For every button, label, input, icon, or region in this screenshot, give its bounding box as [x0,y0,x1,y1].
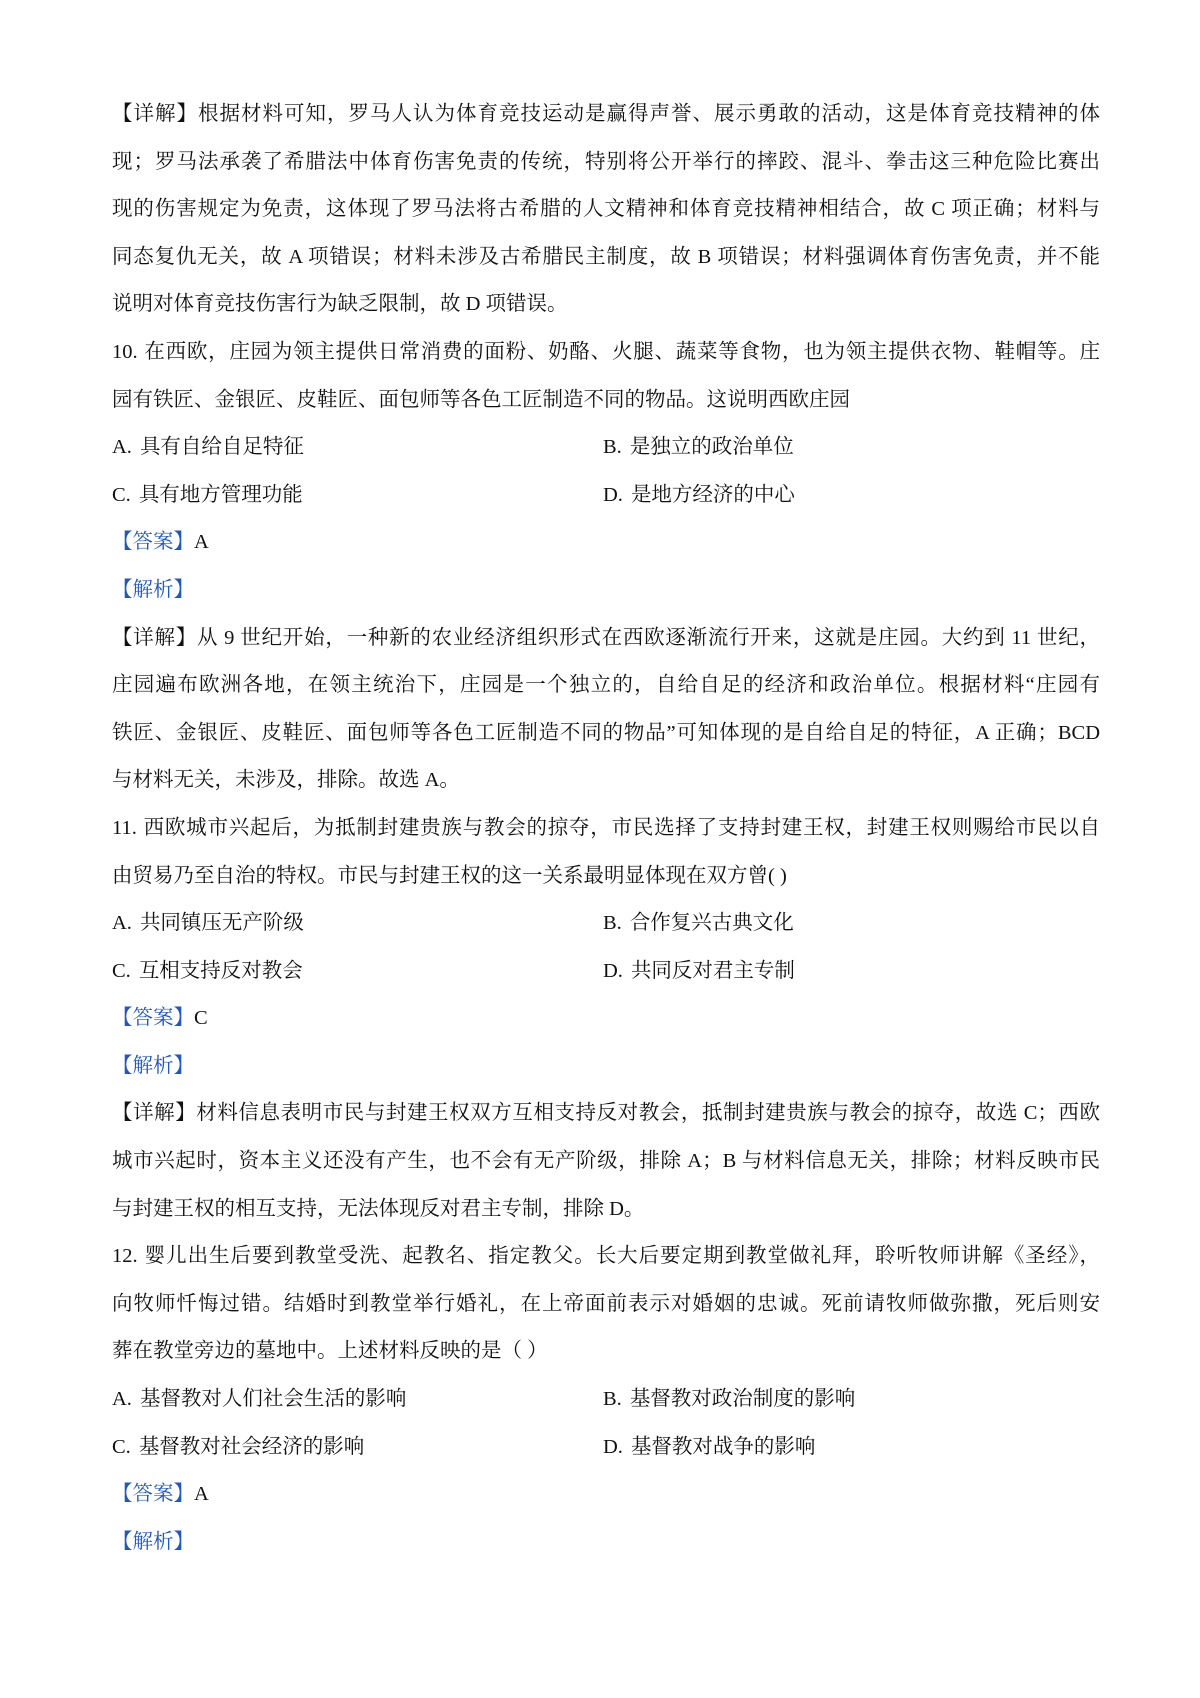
q11-options-row [112,948,1100,996]
option-text: 共同镇压无产阶级 [139,912,304,935]
q12-options-row [112,1376,1100,1424]
option-text: 基督教对战争的影响 [630,1435,816,1458]
q9-detail-line: 说明对体育竞技伤害行为缺乏限制，故 D 项错误。 [112,293,568,316]
q11-stem-line: 由贸易乃至自治的特权。市民与封建王权的这一关系最明显体现在双方曾( ) [112,864,787,887]
option-letter: B. [603,1388,622,1411]
q10-option-c [112,472,303,520]
option-letter: B. [603,912,622,935]
stem-text: 在西欧，庄园为领主提供日常消费的面粉、奶酪、火腿、蔬菜等食物，也为领主提供衣物、鞋帽等。庄 [143,340,1100,363]
answer-label: 【答案】 [112,531,194,554]
q12-answer-line [112,1471,1100,1519]
q12-stem-line [112,1233,1100,1281]
q12-option-b [603,1376,855,1424]
option-text: 互相支持反对教会 [138,959,303,982]
detail-label: 【详解】 [112,103,198,125]
q10-stem-line [112,329,1100,377]
answer-value: A [194,1483,209,1506]
q10-option-b [603,424,794,472]
question-number: 11. [112,816,137,839]
q10-option-a [112,424,304,472]
q10-detail-line: 铁匠、金银匠、皮鞋匠、面包师等各色工匠制造不同的物品”可知体现的是自给自足的特征，A 正确；BCD [112,721,1100,744]
option-letter: C. [112,483,131,506]
q9-detail-line [112,91,1100,139]
q9-detail-line: 同态复仇无关，故 A 项错误；材料未涉及古希腊民主制度，故 B 项错误；材料强调体育伤害免责，并不能 [112,245,1100,268]
stem-text: 西欧城市兴起后，为抵制封建贵族与教会的掠夺，市民选择了支持封建王权，封建王权则赐给市民以自 [142,816,1100,839]
option-letter: D. [603,959,623,982]
q11-option-a [112,900,304,948]
answer-label: 【答案】 [112,1483,194,1506]
q9-detail-line: 现；罗马法承袭了希腊法中体育伤害免责的传统，特别将公开举行的摔跤、混斗、拳击这三种危险比赛出 [112,150,1100,173]
q10-options-row [112,472,1100,520]
q11-stem-line [112,805,1100,853]
stem-text: 婴儿出生后要到教堂受洗、起教名、指定教父。长大后要定期到教堂做礼拜，聆听牧师讲解《圣经》， [143,1245,1100,1268]
q10-stem-line: 园有铁匠、金银匠、皮鞋匠、面包师等各色工匠制造不同的物品。这说明西欧庄园 [112,388,850,411]
q11-option-d [603,948,795,996]
detail-text: 根据材料可知，罗马人认为体育竞技运动是赢得声誉、展示勇敢的活动，这是体育竞技精神的体 [198,103,1100,125]
q10-detail-line: 与材料无关，未涉及，排除。故选 A。 [112,769,460,792]
question-number: 12. [112,1245,138,1268]
q12-stem-line: 葬在教堂旁边的墓地中。上述材料反映的是（ ） [112,1340,548,1363]
analysis-label: 【解析】 [112,1530,194,1553]
q10-analysis-line [112,567,1100,615]
q12-option-d [603,1424,815,1472]
analysis-label: 【解析】 [112,1054,194,1077]
detail-label: 【详解】 [112,626,198,649]
q11-detail-line: 城市兴起时，资本主义还没有产生，也不会有无产阶级，排除 A；B 与材料信息无关，排除；材料反映市民 [112,1150,1100,1173]
q11-option-b [603,900,794,948]
option-letter: A. [112,436,132,459]
q12-option-a [112,1376,406,1424]
answer-label: 【答案】 [112,1007,194,1030]
option-text: 具有自给自足特征 [139,436,304,459]
q10-detail-line [112,615,1100,663]
q11-options-row [112,900,1100,948]
question-number: 10. [112,340,138,363]
q10-detail-line: 庄园遍布欧洲各地，在领主统治下，庄园是一个独立的，自给自足的经济和政治单位。根据材料“庄园有 [112,674,1100,697]
option-letter: C. [112,959,131,982]
q12-options-row [112,1424,1100,1472]
q9-detail-line: 现的伤害规定为免责，这体现了罗马法将古希腊的人文精神和体育竞技精神相结合，故 C 项正确；材料与 [112,198,1100,221]
option-letter: D. [603,483,623,506]
option-text: 合作复兴古典文化 [629,912,794,935]
option-letter: D. [603,1435,623,1458]
q12-stem-line: 向牧师忏悔过错。结婚时到教堂举行婚礼，在上帝面前表示对婚姻的忠诚。死前请牧师做弥撒，死后则安 [112,1292,1100,1315]
option-text: 基督教对人们社会生活的影响 [139,1388,407,1411]
answer-value: A [194,531,209,554]
option-text: 基督教对政治制度的影响 [629,1388,856,1411]
q12-option-c [112,1424,364,1472]
option-text: 是独立的政治单位 [629,436,794,459]
document-page [112,91,1100,1566]
option-letter: A. [112,912,132,935]
option-letter: B. [603,436,622,459]
q10-options-row [112,424,1100,472]
option-text: 具有地方管理功能 [138,483,303,506]
q10-answer-line [112,519,1100,567]
option-text: 是地方经济的中心 [630,483,795,506]
q12-analysis-line [112,1519,1100,1567]
option-text: 基督教对社会经济的影响 [138,1435,365,1458]
option-letter: C. [112,1435,131,1458]
answer-value: C [194,1007,208,1030]
q11-answer-line [112,995,1100,1043]
q11-option-c [112,948,303,996]
q10-option-d [603,472,795,520]
q11-analysis-line [112,1043,1100,1091]
q11-detail-line [112,1090,1100,1138]
option-text: 共同反对君主专制 [630,959,795,982]
q11-detail-line: 与封建王权的相互支持，无法体现反对君主专制，排除 D。 [112,1197,645,1220]
detail-text: 从 9 世纪开始，一种新的农业经济组织形式在西欧逐渐流行开来，这就是庄园。大约到 11 世纪， [197,626,1100,649]
analysis-label: 【解析】 [112,578,194,601]
option-letter: A. [112,1388,132,1411]
detail-label: 【详解】 [112,1102,197,1125]
detail-text: 材料信息表明市民与封建王权双方互相支持反对教会，抵制封建贵族与教会的掠夺，故选 C；西欧 [196,1102,1100,1125]
